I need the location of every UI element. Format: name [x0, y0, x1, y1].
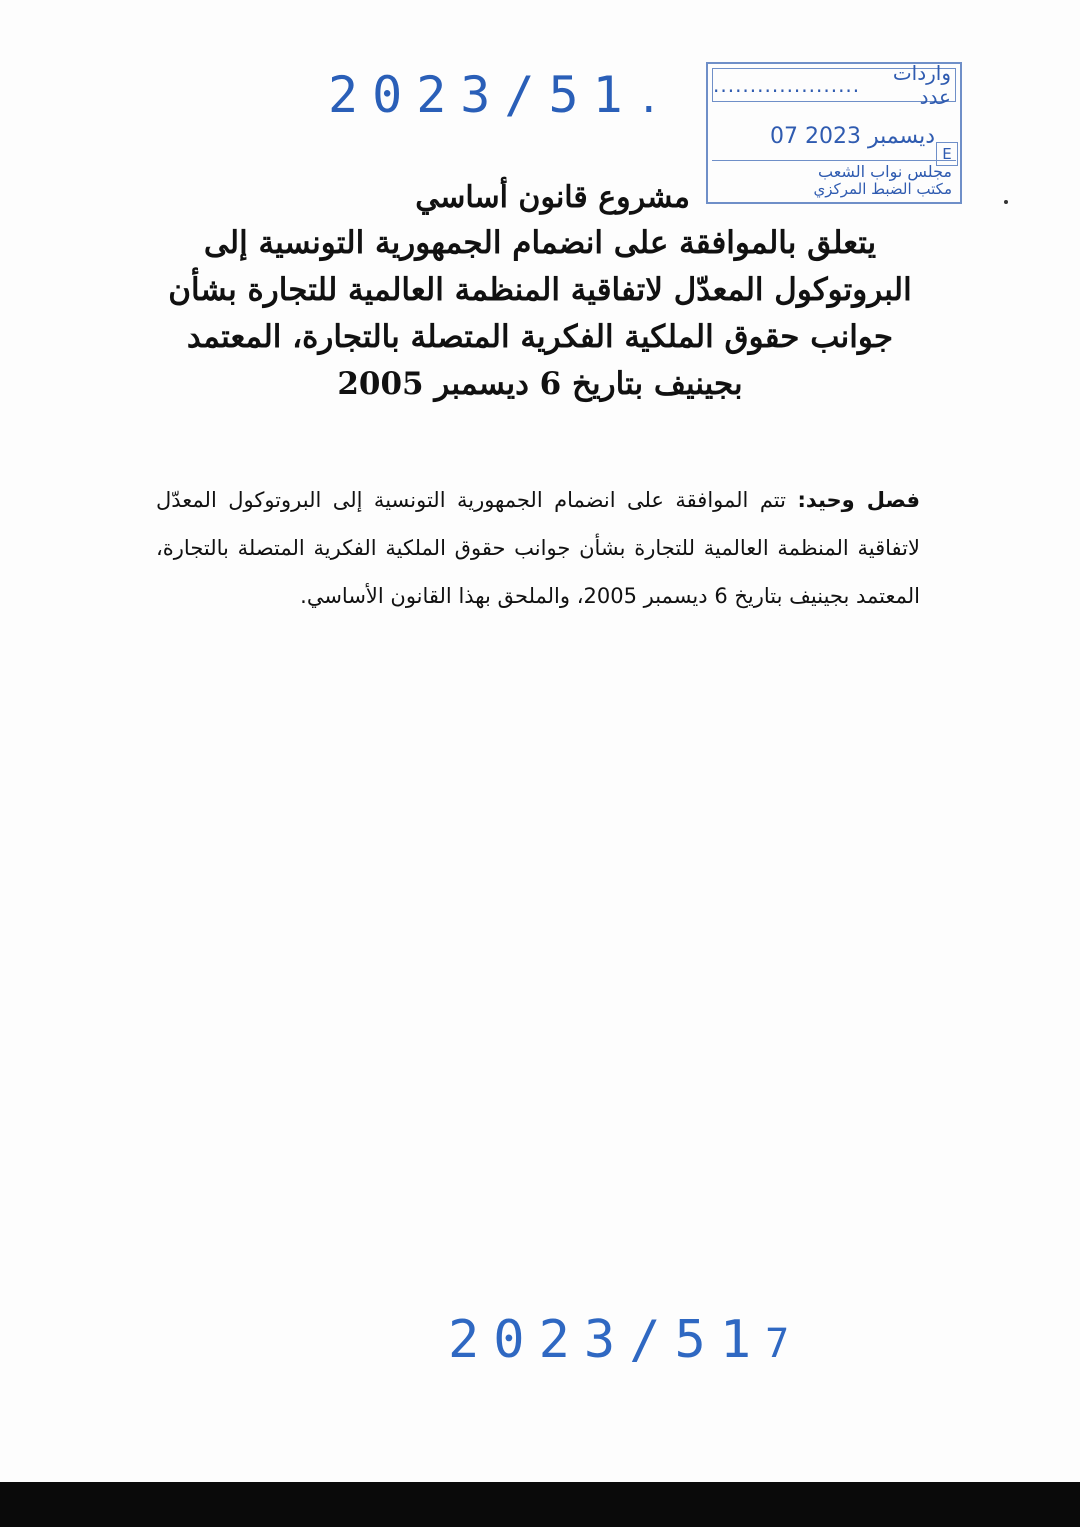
- receipt-stamp-date: 07 ديسمبر 2023: [770, 124, 936, 149]
- registration-number-top: 2023/51: [328, 66, 637, 124]
- document-subtitle: يتعلق بالموافقة على انضمام الجمهورية التونسية إلى البروتوكول المعدّل لاتفاقية المنظمة العالمية للتجارة بشأن جوانب حقوق الملكية الفكرية المتصلة بالتجارة، المعتمد بجينيف بتاريخ 6 ديسمبر 2005: [168, 225, 912, 402]
- receipt-stamp: [706, 62, 962, 204]
- registration-number-bottom-suffix: 7: [765, 1321, 790, 1367]
- registration-number-bottom: 2023/51: [448, 1310, 766, 1370]
- article-label: فصل وحيد:: [797, 488, 920, 512]
- receipt-stamp-header: [712, 61, 956, 109]
- receipt-stamp-org-line1: مجلس نواب الشعب: [817, 162, 952, 181]
- receipt-stamp-label: واردات عدد: [892, 61, 951, 109]
- document-title: مشروع قانون أساسي: [415, 180, 690, 215]
- article-text: تتم الموافقة على انضمام الجمهورية التونسية إلى البروتوكول المعدّل لاتفاقية المنظمة العالمية للتجارة بشأن جوانب حقوق الملكية الفكرية المتصلة بالتجارة، المعتمد بجينيف بتاريخ 6 ديسمبر 2005، والملحق بهذا القانون الأساسي.: [156, 488, 920, 608]
- single-article: [156, 476, 920, 620]
- receipt-stamp-divider: [712, 160, 956, 161]
- registration-number-stamp-top: [328, 66, 661, 124]
- scan-bottom-border: [0, 1482, 1080, 1527]
- registration-number-stamp-bottom: [448, 1310, 789, 1370]
- registration-number-top-suffix: .: [636, 76, 661, 122]
- receipt-stamp-org-line2: مكتب الضبط المركزي: [813, 180, 952, 198]
- scan-speck: [1004, 200, 1008, 204]
- receipt-stamp-corner-letter: E: [936, 142, 958, 166]
- receipt-stamp-dots: ....................: [713, 73, 861, 97]
